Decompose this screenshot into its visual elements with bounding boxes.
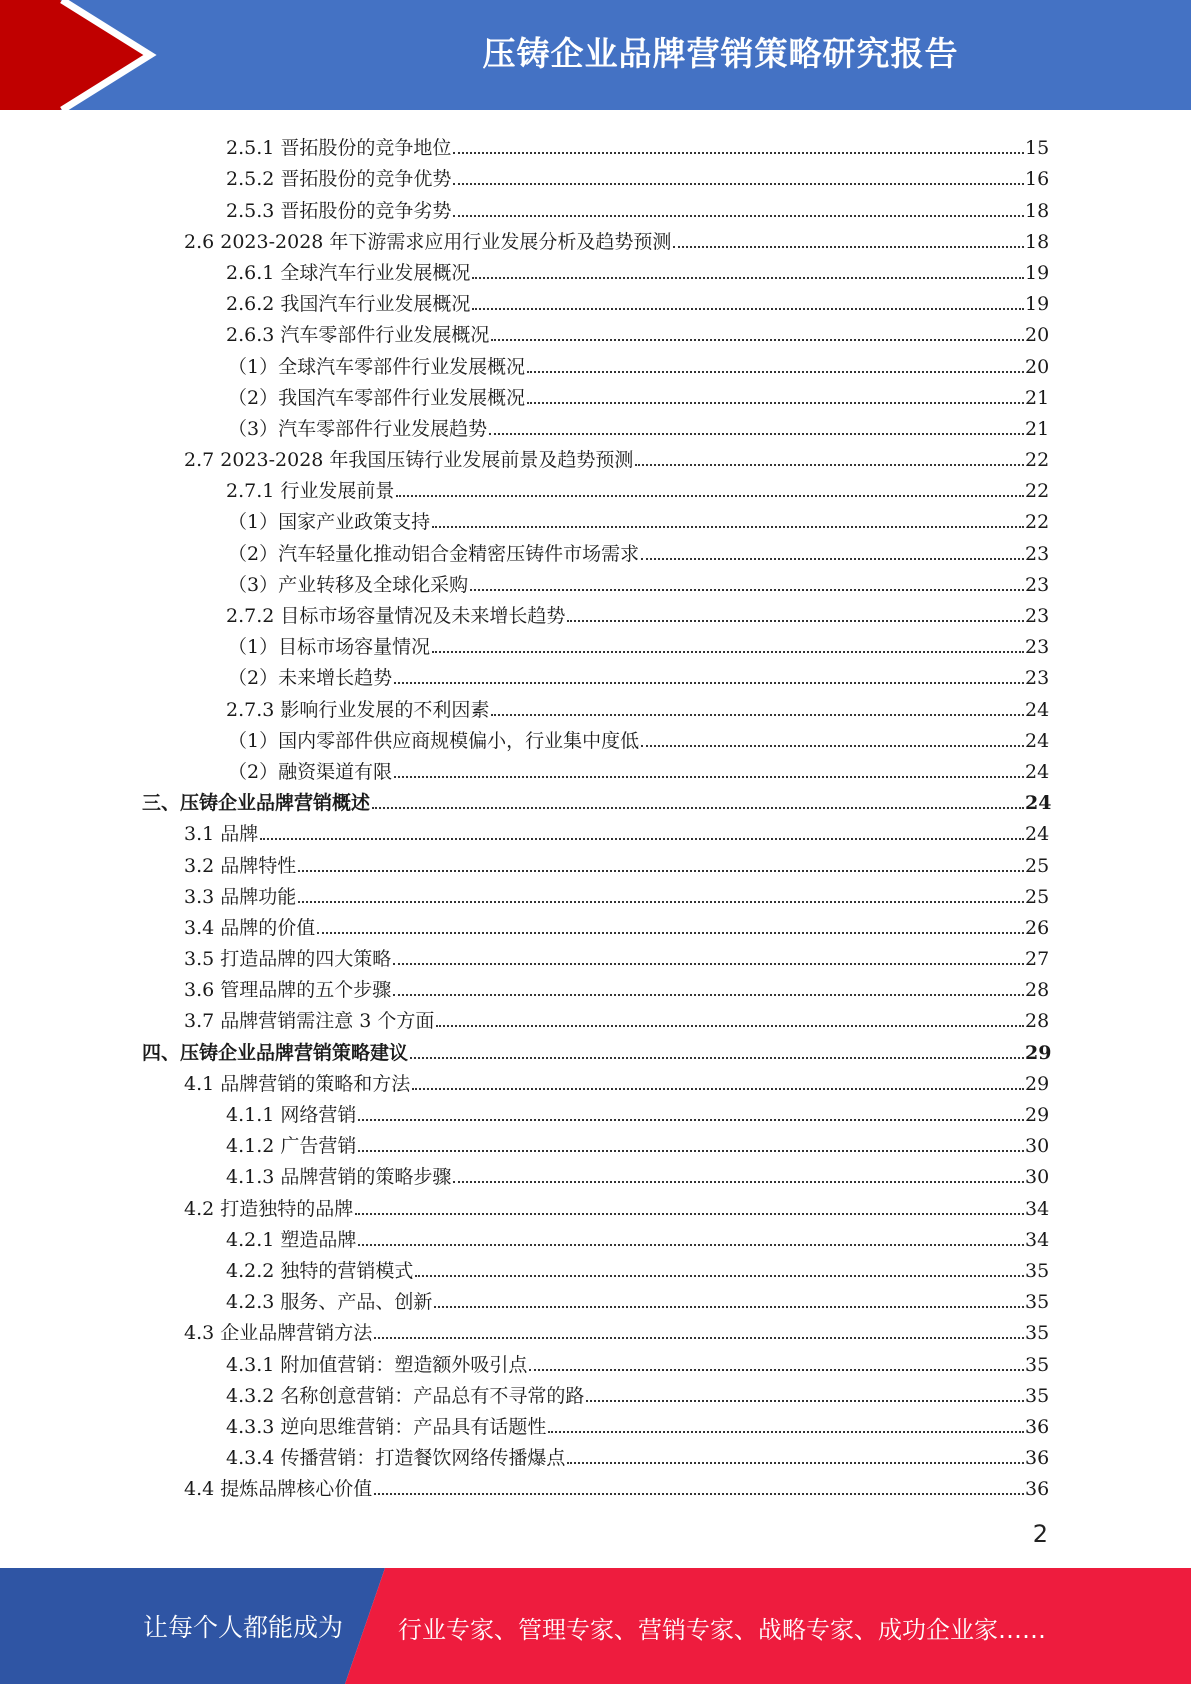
toc-dot-leader	[394, 776, 1024, 778]
toc-dot-leader	[673, 246, 1024, 248]
toc-entry-page-number: 35	[1025, 1259, 1050, 1282]
toc-entry[interactable]	[0, 658, 1191, 689]
toc-entry[interactable]	[0, 689, 1191, 720]
toc-entry-label: （3）产业转移及全球化采购	[228, 573, 469, 596]
toc-entry-label: （2）我国汽车零部件行业发展概况	[228, 386, 526, 409]
toc-dot-leader	[527, 402, 1024, 404]
toc-entry-page-number: 24	[1025, 729, 1050, 752]
toc-entry-label: 4.3.2 名称创意营销：产品总有不寻常的路	[226, 1384, 585, 1407]
toc-dot-leader	[491, 339, 1024, 341]
toc-entry-page-number: 19	[1025, 261, 1050, 284]
toc-dot-leader	[586, 1400, 1024, 1402]
toc-entry-label: 4.3 企业品牌营销方法	[184, 1322, 373, 1345]
toc-entry-page-number: 24	[1025, 823, 1050, 846]
toc-entry-label: 3.1 品牌	[184, 823, 259, 846]
toc-entry-page-number: 25	[1025, 854, 1050, 877]
toc-entry-label: 2.6 2023-2028 年下游需求应用行业发展分析及趋势预测	[184, 230, 672, 253]
toc-entry-page-number: 26	[1025, 916, 1050, 939]
page-footer	[0, 1568, 1191, 1684]
toc-entry-page-number: 36	[1025, 1415, 1050, 1438]
toc-entry-page-number: 35	[1025, 1384, 1050, 1407]
toc-dot-leader	[472, 277, 1024, 279]
toc-entry-page-number: 29	[1025, 1041, 1052, 1064]
toc-entry-page-number: 16	[1025, 168, 1050, 191]
toc-entry-page-number: 35	[1025, 1353, 1050, 1376]
toc-entry-page-number: 23	[1025, 573, 1050, 596]
toc-dot-leader	[432, 651, 1024, 653]
toc-dot-leader	[635, 464, 1024, 466]
toc-entry-label: 3.4 品牌的价值	[184, 916, 316, 939]
toc-entry-page-number: 18	[1025, 199, 1050, 222]
toc-entry[interactable]	[0, 128, 1191, 159]
toc-entry[interactable]	[0, 596, 1191, 627]
toc-dot-leader	[472, 308, 1024, 310]
toc-entry-label: 2.7.3 影响行业发展的不利因素	[226, 698, 490, 721]
toc-dot-leader	[396, 495, 1024, 497]
toc-entry-label: 2.7.1 行业发展前景	[226, 480, 395, 503]
toc-entry-label: 3.5 打造品牌的四大策略	[184, 948, 392, 971]
toc-entry[interactable]	[0, 378, 1191, 409]
toc-entry-label: 3.7 品牌营销需注意 3 个方面	[184, 1010, 435, 1033]
toc-entry[interactable]	[0, 939, 1191, 970]
toc-entry-page-number: 30	[1025, 1135, 1050, 1158]
toc-entry-label: （1）目标市场容量情况	[228, 636, 431, 659]
toc-dot-leader	[374, 1493, 1024, 1495]
toc-entry-label: 4.1.2 广告营销	[226, 1135, 357, 1158]
toc-entry-label: 四、压铸企业品牌营销策略建议	[142, 1041, 409, 1064]
toc-dot-leader	[491, 714, 1024, 716]
page-number: 2	[1032, 1520, 1048, 1548]
toc-entry-label: 4.2.2 独特的营销模式	[226, 1259, 414, 1282]
toc-entry-page-number: 22	[1025, 480, 1050, 503]
toc-entry[interactable]	[0, 440, 1191, 471]
toc-entry-label: 4.2.3 服务、产品、创新	[226, 1291, 433, 1314]
toc-entry[interactable]	[0, 1032, 1191, 1063]
toc-entry-label: 2.7 2023-2028 年我国压铸行业发展前景及趋势预测	[184, 449, 634, 472]
toc-entry[interactable]	[0, 471, 1191, 502]
toc-entry[interactable]	[0, 1188, 1191, 1219]
toc-entry[interactable]	[0, 1001, 1191, 1032]
toc-entry-page-number: 36	[1025, 1478, 1050, 1501]
toc-entry-label: （1）国内零部件供应商规模偏小，行业集中度低	[228, 729, 640, 752]
toc-entry[interactable]	[0, 253, 1191, 284]
toc-entry-label: 4.3.3 逆向思维营销：产品具有话题性	[226, 1415, 547, 1438]
toc-entry-page-number: 21	[1025, 417, 1050, 440]
toc-entry-label: 2.5.3 晋拓股份的竞争劣势	[226, 199, 452, 222]
toc-dot-leader	[529, 1369, 1024, 1371]
toc-entry-label: 3.3 品牌功能	[184, 885, 297, 908]
toc-entry[interactable]	[0, 315, 1191, 346]
toc-entry-label: （2）未来增长趋势	[228, 667, 393, 690]
toc-entry-page-number: 23	[1025, 605, 1050, 627]
toc-dot-leader	[260, 838, 1024, 840]
toc-entry-page-number: 29	[1025, 1104, 1050, 1126]
toc-entry-page-number: 28	[1025, 1010, 1050, 1033]
toc-dot-leader	[358, 1119, 1024, 1121]
toc-dot-leader	[436, 1025, 1024, 1027]
toc-dot-leader	[470, 589, 1024, 591]
toc-entry-page-number: 19	[1025, 293, 1050, 316]
toc-dot-leader	[355, 1213, 1024, 1215]
toc-dot-leader	[394, 682, 1024, 684]
toc-entry[interactable]	[0, 1157, 1191, 1188]
toc-entry-page-number: 23	[1025, 542, 1050, 565]
toc-dot-leader	[641, 558, 1024, 560]
toc-entry-page-number: 23	[1025, 636, 1050, 659]
toc-entry-label: 3.6 管理品牌的五个步骤	[184, 979, 392, 1002]
toc-entry-label: 2.7.2 目标市场容量情况及未来增长趋势	[226, 605, 566, 627]
toc-entry[interactable]	[0, 159, 1191, 190]
toc-dot-leader	[410, 1057, 1024, 1059]
toc-entry-label: （3）汽车零部件行业发展趋势	[228, 417, 488, 440]
toc-entry-page-number: 35	[1025, 1291, 1050, 1314]
toc-entry-page-number: 36	[1025, 1447, 1050, 1470]
toc-entry[interactable]	[0, 814, 1191, 845]
toc-entry[interactable]	[0, 1220, 1191, 1251]
toc-entry-label: （2）融资渠道有限	[228, 760, 393, 783]
toc-entry-page-number: 18	[1025, 230, 1050, 253]
toc-dot-leader	[434, 1306, 1024, 1308]
toc-entry-label: 2.6.1 全球汽车行业发展概况	[226, 261, 471, 284]
toc-dot-leader	[641, 745, 1024, 747]
toc-entry[interactable]	[0, 1344, 1191, 1375]
toc-entry[interactable]	[0, 222, 1191, 253]
toc-entry[interactable]	[0, 1126, 1191, 1157]
toc-entry-label: 4.1.3 品牌营销的策略步骤	[226, 1166, 452, 1189]
toc-entry[interactable]	[0, 877, 1191, 908]
toc-entry-label: 2.6.3 汽车零部件行业发展概况	[226, 324, 490, 347]
toc-entry[interactable]	[0, 1282, 1191, 1313]
toc-entry-label: 2.6.2 我国汽车行业发展概况	[226, 293, 471, 316]
toc-dot-leader	[374, 1337, 1024, 1339]
toc-entry-page-number: 22	[1025, 511, 1050, 534]
toc-dot-leader	[453, 183, 1024, 185]
toc-entry[interactable]	[0, 1313, 1191, 1344]
report-title: 压铸企业品牌营销策略研究报告	[482, 34, 959, 73]
toc-entry-page-number: 15	[1025, 137, 1050, 160]
toc-dot-leader	[432, 526, 1024, 528]
toc-entry[interactable]	[0, 783, 1191, 814]
toc-dot-leader	[453, 152, 1024, 154]
toc-dot-leader	[567, 620, 1024, 622]
toc-entry[interactable]	[0, 845, 1191, 876]
toc-entry-label: 4.2 打造独特的品牌	[184, 1197, 354, 1220]
toc-entry-label: （1）全球汽车零部件行业发展概况	[228, 355, 526, 378]
toc-entry[interactable]	[0, 533, 1191, 564]
toc-dot-leader	[393, 994, 1024, 996]
toc-entry-label: 4.3.1 附加值营销：塑造额外吸引点	[226, 1353, 528, 1376]
page-header	[0, 0, 1191, 110]
table-of-contents	[0, 128, 1191, 1500]
toc-dot-leader	[453, 215, 1024, 217]
toc-entry-page-number: 25	[1025, 885, 1050, 908]
toc-dot-leader	[412, 1088, 1024, 1090]
toc-entry[interactable]	[0, 346, 1191, 377]
toc-entry-page-number: 30	[1025, 1166, 1050, 1189]
toc-entry[interactable]	[0, 284, 1191, 315]
toc-entry-page-number: 34	[1025, 1197, 1050, 1220]
toc-dot-leader	[298, 870, 1024, 872]
toc-dot-leader	[415, 1275, 1024, 1277]
toc-entry-page-number: 27	[1025, 948, 1050, 971]
toc-dot-leader	[567, 1462, 1024, 1464]
toc-entry[interactable]	[0, 1095, 1191, 1126]
toc-entry[interactable]	[0, 1376, 1191, 1407]
footer-slogan-right: 行业专家、管理专家、营销专家、战略专家、成功企业家……	[398, 1616, 1046, 1644]
toc-entry-page-number: 20	[1025, 324, 1050, 347]
toc-dot-leader	[548, 1431, 1024, 1433]
toc-entry-label: （1）国家产业政策支持	[228, 511, 431, 534]
toc-entry[interactable]	[0, 502, 1191, 533]
toc-entry[interactable]	[0, 752, 1191, 783]
toc-entry-label: （2）汽车轻量化推动铝合金精密压铸件市场需求	[228, 542, 640, 565]
toc-dot-leader	[317, 932, 1024, 934]
toc-dot-leader	[489, 433, 1024, 435]
toc-entry[interactable]	[0, 1251, 1191, 1282]
toc-entry-label: 4.4 提炼品牌核心价值	[184, 1478, 373, 1501]
toc-entry-label: 2.5.2 晋拓股份的竞争优势	[226, 168, 452, 191]
toc-entry-label: 4.1 品牌营销的策略和方法	[184, 1072, 411, 1095]
toc-entry-page-number: 34	[1025, 1228, 1050, 1251]
toc-entry[interactable]	[0, 1064, 1191, 1095]
toc-entry-page-number: 24	[1025, 792, 1052, 815]
toc-entry-label: 4.2.1 塑造品牌	[226, 1228, 357, 1251]
toc-entry-label: 2.5.1 晋拓股份的竞争地位	[226, 137, 452, 160]
toc-entry[interactable]	[0, 1438, 1191, 1469]
toc-entry-label: 三、压铸企业品牌营销概述	[142, 792, 371, 815]
toc-entry-page-number: 24	[1025, 760, 1050, 783]
toc-entry[interactable]	[0, 190, 1191, 221]
toc-dot-leader	[393, 963, 1024, 965]
toc-entry-page-number: 35	[1025, 1322, 1050, 1345]
toc-entry-page-number: 24	[1025, 698, 1050, 721]
toc-dot-leader	[453, 1181, 1024, 1183]
toc-entry-page-number: 29	[1025, 1072, 1050, 1095]
toc-entry[interactable]	[0, 627, 1191, 658]
toc-entry-page-number: 21	[1025, 386, 1050, 409]
footer-slogan-left: 让每个人都能成为	[143, 1613, 344, 1642]
toc-dot-leader	[358, 1244, 1024, 1246]
toc-entry-label: 3.2 品牌特性	[184, 854, 297, 877]
toc-dot-leader	[372, 807, 1024, 809]
toc-entry[interactable]	[0, 721, 1191, 752]
toc-entry-page-number: 22	[1025, 449, 1050, 472]
toc-entry-page-number: 28	[1025, 979, 1050, 1002]
toc-dot-leader	[298, 901, 1024, 903]
toc-dot-leader	[527, 371, 1024, 373]
toc-entry-label: 4.1.1 网络营销	[226, 1104, 357, 1126]
toc-dot-leader	[358, 1150, 1024, 1152]
toc-entry[interactable]	[0, 565, 1191, 596]
toc-entry-label: 4.3.4 传播营销：打造餐饮网络传播爆点	[226, 1447, 566, 1470]
toc-entry-page-number: 20	[1025, 355, 1050, 378]
toc-entry-page-number: 23	[1025, 667, 1050, 690]
toc-entry[interactable]	[0, 1407, 1191, 1438]
toc-entry[interactable]	[0, 1469, 1191, 1500]
toc-entry[interactable]	[0, 970, 1191, 1001]
toc-entry[interactable]	[0, 908, 1191, 939]
toc-entry[interactable]	[0, 409, 1191, 440]
